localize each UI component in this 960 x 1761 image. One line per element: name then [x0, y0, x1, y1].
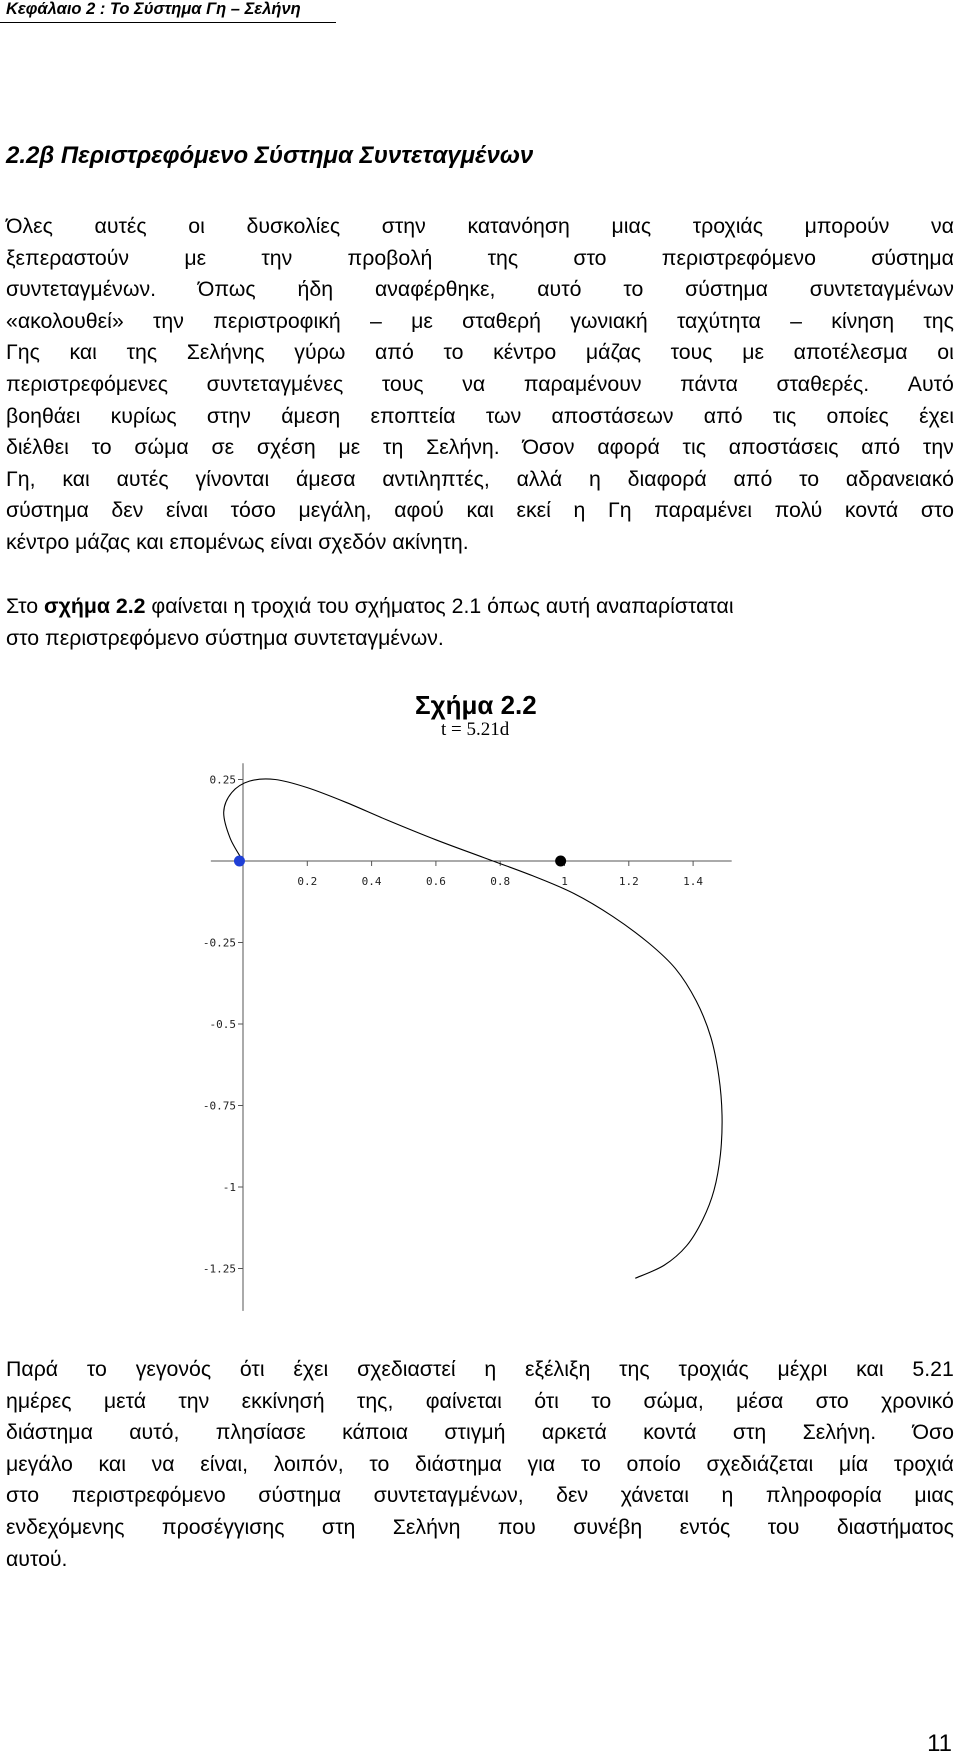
word: δεν	[111, 498, 144, 523]
word: σύστημα	[685, 277, 768, 302]
word: και	[62, 466, 90, 491]
word: το	[580, 1451, 601, 1476]
paragraph-3	[6, 1354, 954, 1575]
word: μέσα	[736, 1388, 784, 1413]
word: στη	[732, 1420, 767, 1445]
word: σώμα,	[643, 1388, 704, 1413]
paragraph-3-line	[6, 1480, 954, 1512]
word: και	[98, 1451, 126, 1476]
chapter-header: Κεφάλαιο 2 : Το Σύστημα Γη – Σελήνη	[6, 0, 301, 18]
word: στιγμή	[444, 1420, 506, 1445]
word: το	[86, 1357, 107, 1381]
word: συντεταγμένων,	[373, 1483, 524, 1508]
word: με	[338, 435, 361, 460]
word: 5.21	[912, 1357, 954, 1381]
word: της,	[356, 1388, 394, 1413]
word: έχει	[293, 1357, 329, 1381]
word: γύρω	[294, 340, 346, 365]
word: με	[184, 245, 207, 270]
word: εκκίνησή	[241, 1388, 325, 1413]
word: προσέγγισης	[161, 1514, 285, 1539]
word: διάστημα	[414, 1451, 502, 1476]
word: αποστάσεις	[728, 435, 839, 460]
word: Όσο	[912, 1420, 954, 1445]
word: τροχιάς	[678, 1357, 749, 1381]
word: μεγάλη,	[298, 498, 372, 523]
word: στο	[573, 245, 607, 270]
word: που	[497, 1514, 536, 1539]
word: οποίες	[826, 403, 889, 428]
word: Παρά	[6, 1357, 59, 1381]
word: εξέλιξη	[525, 1357, 591, 1381]
word: κέντρο	[493, 340, 557, 365]
y-tick-label: -1.25	[202, 1262, 236, 1276]
word: των	[485, 403, 522, 428]
word: σώμα	[134, 435, 189, 460]
word: αδρανειακό	[845, 466, 954, 491]
y-tick-label: -0.5	[209, 1018, 236, 1031]
word: κυρίως	[110, 403, 177, 428]
word: της	[923, 308, 954, 333]
word: της	[126, 340, 158, 365]
word: Σελήνης	[186, 340, 265, 365]
x-tick-label: 0.6	[425, 875, 446, 888]
word: στην	[381, 214, 426, 238]
word: σχέση	[256, 435, 316, 460]
word: αυτό	[537, 277, 582, 302]
word: από	[733, 466, 773, 491]
word: οι	[188, 214, 205, 238]
word: Αυτό	[907, 371, 954, 396]
word: Όλες	[6, 214, 53, 238]
word: πολύ	[774, 498, 823, 523]
word: συντεταγμένες	[206, 371, 344, 396]
word: Σελήνη.	[802, 1420, 877, 1445]
word: σχεδιαστεί	[357, 1357, 456, 1381]
word: στη	[321, 1514, 356, 1539]
word: –	[369, 308, 382, 333]
word: Γη	[608, 498, 632, 523]
x-tick-label: 0.4	[361, 875, 382, 888]
word: βοηθάει	[6, 403, 81, 428]
paragraph-3-line	[6, 1449, 954, 1481]
word: στο	[6, 1483, 40, 1508]
word: μεγάλο	[6, 1451, 73, 1476]
word: αυτό,	[129, 1420, 180, 1445]
word: το	[91, 435, 112, 460]
word: την	[261, 245, 293, 270]
word: το	[799, 466, 820, 491]
word: –	[790, 308, 802, 333]
word: τόσο	[230, 498, 276, 523]
y-tick-label: -0.25	[202, 936, 236, 950]
word: σύστημα	[258, 1483, 342, 1508]
word: την	[178, 1388, 210, 1413]
word: μία	[838, 1451, 869, 1476]
word: από	[703, 403, 743, 428]
x-tick-label: 0.8	[490, 875, 511, 888]
word: «ακολουθεί»	[6, 308, 124, 333]
word: χάνεται	[620, 1483, 689, 1508]
word: περιστρεφόμενες	[6, 371, 169, 396]
word: εντός	[679, 1514, 731, 1539]
word: χρονικό	[881, 1388, 954, 1413]
paragraph-3-line	[6, 1512, 954, 1544]
word: αυτές	[116, 466, 169, 491]
page-number: 11	[927, 1730, 952, 1757]
word: σε	[211, 435, 235, 460]
word: δεν	[556, 1483, 589, 1508]
word: το	[623, 277, 644, 302]
word: στο	[920, 498, 954, 523]
figure-reference: σχήμα 2.2	[44, 594, 146, 618]
word: να	[151, 1451, 175, 1476]
y-tick-label: 0.25	[209, 773, 236, 787]
paragraph-2-post: φαίνεται η τροχιά του σχήματος 2.1 όπως αυτή αναπαρίσταται	[145, 594, 734, 618]
word: τροχιά	[893, 1451, 954, 1476]
word: διαστήματος	[836, 1514, 954, 1539]
word: συνέβη	[573, 1514, 643, 1539]
word: διαφορά	[627, 466, 707, 491]
word: την	[152, 308, 184, 333]
word: αυτές	[94, 214, 147, 238]
word: συντεταγμένων	[809, 277, 954, 302]
paragraph-1-line: κέντρο μάζας και επομένως είναι σχεδόν ακίνητη.	[6, 529, 469, 554]
word: Σελήνη.	[426, 435, 500, 460]
word: γεγονός	[135, 1357, 212, 1381]
word: κοντά	[844, 498, 899, 523]
word: τους	[381, 371, 424, 396]
word: ενδεχόμενης	[6, 1514, 125, 1539]
word: εποπτεία	[370, 403, 456, 428]
word: είναι,	[200, 1451, 249, 1476]
word: οι	[937, 340, 954, 365]
word: σχεδιάζεται	[706, 1451, 814, 1476]
word: της	[619, 1357, 650, 1381]
paragraph-2-line-2: στο περιστρεφόμενο σύστημα συντεταγμένων.	[6, 625, 444, 650]
word: δυσκολίες	[246, 214, 341, 238]
word: γίνονται	[195, 466, 270, 491]
word: η	[573, 498, 586, 523]
word: μιας	[914, 1483, 954, 1508]
word: άμεση	[281, 403, 341, 428]
paragraph-3-line	[6, 1417, 954, 1449]
word: Γη,	[6, 466, 36, 491]
word: τους	[670, 340, 713, 365]
word: μετά	[103, 1388, 147, 1413]
word: αποστάσεων	[551, 403, 674, 428]
section-title: 2.2β Περιστρεφόμενο Σύστημα Συντεταγμένων	[6, 142, 534, 169]
paragraph-3-line: αυτού.	[6, 1546, 68, 1571]
word: πάντα	[680, 371, 738, 396]
word: διέλθει	[6, 435, 69, 460]
word: περιστροφική	[213, 308, 341, 333]
word: τροχιάς	[692, 214, 764, 238]
word: η	[484, 1357, 497, 1381]
word: αφορά	[597, 435, 660, 460]
word: άμεσα	[296, 466, 356, 491]
word: ότι	[239, 1357, 265, 1381]
word: προβολή	[347, 245, 433, 270]
word: τις	[682, 435, 706, 460]
word: παραμένει	[654, 498, 752, 523]
word: ταχύτητα	[676, 308, 761, 333]
word: για	[527, 1451, 556, 1476]
x-tick-label: 1.4	[683, 875, 704, 888]
word: φαίνεται	[425, 1388, 502, 1413]
word: και	[466, 498, 494, 523]
word: λοιπόν,	[273, 1451, 344, 1476]
word: από	[861, 435, 901, 460]
word: της	[487, 245, 519, 270]
word: με	[742, 340, 764, 365]
word: έχει	[919, 403, 954, 428]
word: σταθερή	[462, 308, 541, 333]
paragraph-3-line	[6, 1386, 954, 1418]
word: αφού	[394, 498, 444, 523]
y-tick-label: -1	[222, 1181, 236, 1194]
word: Γης	[6, 340, 40, 365]
word: ημέρες	[6, 1388, 72, 1413]
word: να	[462, 371, 486, 396]
word: στην	[206, 403, 251, 428]
trajectory-curve	[224, 779, 722, 1278]
word: η	[589, 466, 601, 491]
word: γωνιακή	[570, 308, 648, 333]
paragraph-3-line	[6, 1354, 954, 1386]
word: του	[767, 1514, 800, 1539]
word: το	[591, 1388, 612, 1413]
word: από	[374, 340, 414, 365]
word: παραμένουν	[523, 371, 642, 396]
word: και	[856, 1357, 884, 1381]
word: με	[411, 308, 433, 333]
word: οποίο	[626, 1451, 681, 1476]
word: αρκετά	[541, 1420, 607, 1445]
word: αλλά	[516, 466, 563, 491]
word: πλησίασε	[215, 1420, 306, 1445]
word: και	[69, 340, 97, 365]
x-tick-label: 1.2	[618, 875, 639, 888]
word: ήδη	[297, 277, 334, 302]
word: αντιληπτές,	[382, 466, 490, 491]
word: μέχρι	[777, 1357, 828, 1381]
earth-point	[234, 856, 245, 867]
word: πληροφορία	[765, 1483, 882, 1508]
word: μάζας	[585, 340, 642, 365]
word: αποτέλεσμα	[793, 340, 908, 365]
word: κίνηση	[831, 308, 895, 333]
word: διάστημα	[6, 1420, 93, 1445]
x-tick-label: 0.2	[297, 875, 318, 888]
word: ξεπεραστούν	[6, 245, 130, 270]
word: να	[931, 214, 954, 238]
word: την	[922, 435, 954, 460]
word: κοντά	[643, 1420, 697, 1445]
paragraph-2-pre: Στο	[6, 594, 45, 618]
word: σύστημα	[6, 498, 89, 523]
word: τη	[383, 435, 404, 460]
word: αναφέρθηκε,	[374, 277, 496, 302]
word: συντεταγμένων.	[6, 277, 157, 302]
word: σύστημα	[871, 245, 954, 270]
word: εκεί	[516, 498, 551, 523]
word: Όσον	[522, 435, 575, 460]
word: Όπως	[197, 277, 256, 302]
word: ότι	[534, 1388, 559, 1413]
word: στο	[815, 1388, 849, 1413]
word: Σελήνη	[392, 1514, 461, 1539]
moon-point	[555, 856, 566, 867]
word: κάποια	[342, 1420, 409, 1445]
word: περιστρεφόμενο	[661, 245, 816, 270]
word: μιας	[611, 214, 652, 238]
figure-title: Σχήμα 2.2	[415, 690, 537, 720]
x-tick-label: 1	[561, 875, 568, 888]
word: σταθερές.	[776, 371, 870, 396]
word: τις	[772, 403, 797, 428]
figure-subtitle: t = 5.21d	[441, 719, 510, 740]
word: περιστρεφόμενο	[71, 1483, 226, 1508]
word: η	[721, 1483, 734, 1508]
word: το	[443, 340, 464, 365]
word: κατανόηση	[467, 214, 570, 238]
word: το	[369, 1451, 390, 1476]
word: είναι	[166, 498, 208, 523]
word: μπορούν	[804, 214, 890, 238]
y-tick-label: -0.75	[202, 1099, 236, 1113]
